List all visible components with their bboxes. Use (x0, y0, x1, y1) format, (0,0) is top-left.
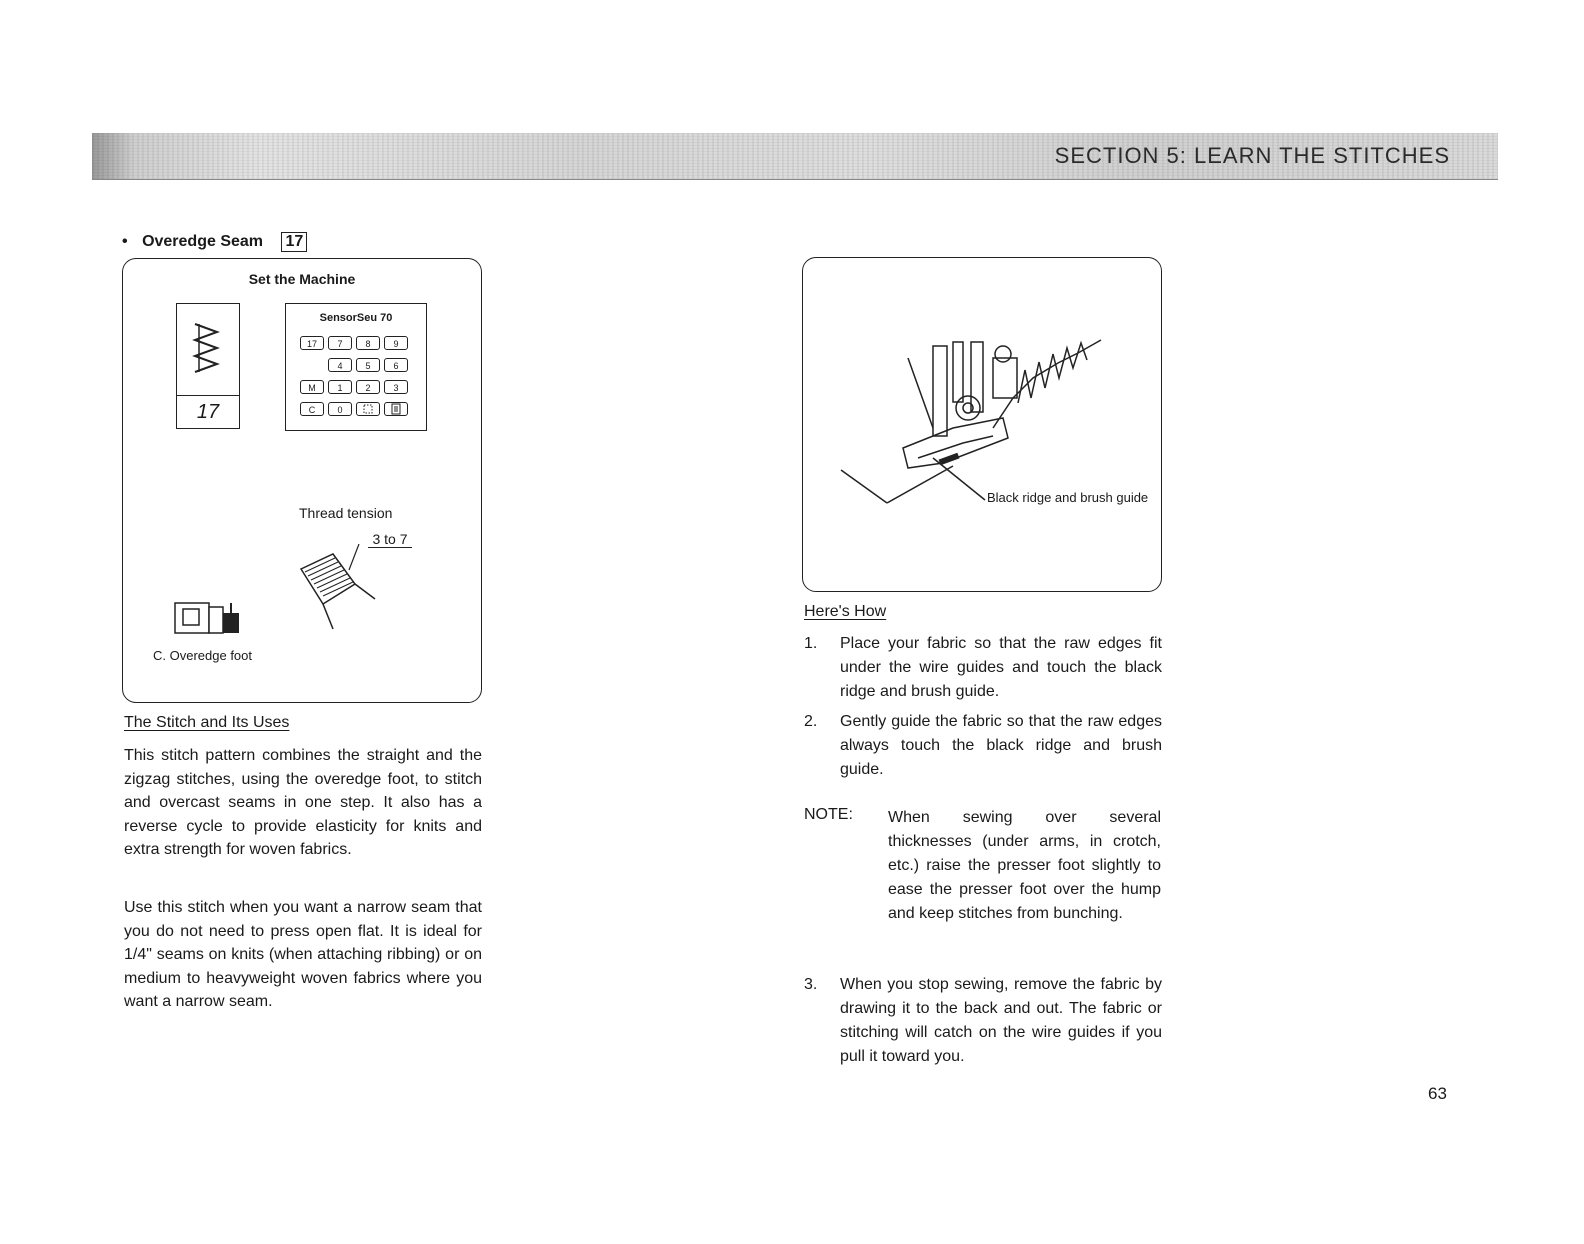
panel-title: Set the Machine (248, 271, 356, 287)
set-machine-panel (122, 258, 482, 703)
key-4: 4 (328, 358, 352, 372)
stitch-uses-paragraph-1: This stitch pattern combines the straight and the zigzag stitches, using the overedge foot, to stitch and overcast seams in one step. It also has a reverse cycle to provide elasticity for knits and extra strength for woven fabrics. (124, 747, 482, 858)
presser-foot-figure (802, 257, 1162, 592)
stitch-number-badge: 17 (281, 232, 307, 252)
step-text: Place your fabric so that the raw edges fit under the wire guides and touch the black ridge and brush guide. (840, 635, 1162, 700)
thread-tension-value: 3 to 7 (368, 531, 412, 548)
stitch-uses-paragraph-2: Use this stitch when you want a narrow seam that you do not need to press open flat. It is ideal for 1/4" seams on knits (when attaching ribbing) or on medium to heavyweight woven fabrics where you want a narrow seam. (124, 899, 482, 1010)
key-9: 9 (384, 336, 408, 350)
section-banner (92, 133, 1498, 180)
key-3: 3 (384, 380, 408, 394)
bullet-icon: • (122, 233, 128, 250)
presser-foot-illustration-icon (803, 258, 1160, 590)
key-1: 1 (328, 380, 352, 394)
key-8: 8 (356, 336, 380, 350)
stitch-pattern-card (176, 303, 240, 429)
key-7: 7 (328, 336, 352, 350)
stitch-heading (122, 232, 307, 252)
page-number: 63 (1428, 1084, 1447, 1103)
step-text: Gently guide the fabric so that the raw edges always touch the black ridge and brush guide. (840, 713, 1162, 778)
step-number: 2. (804, 713, 818, 730)
key-memory-icon (384, 402, 408, 416)
key-m: M (300, 380, 324, 394)
stitch-uses-heading: The Stitch and Its Uses (124, 714, 290, 731)
note-label: NOTE: (804, 806, 853, 823)
keypad-title: SensorSeu 70 (319, 312, 393, 324)
key-reverse-icon (356, 402, 380, 416)
step-text: When you stop sewing, remove the fabric by drawing it to the back and out. The fabric or stitching will catch on the wire guides if you pull it toward you. (840, 976, 1162, 1065)
section-title: SECTION 5: LEARN THE STITCHES (1054, 143, 1450, 168)
stitch-title: Overedge Seam (142, 233, 264, 250)
step-number: 1. (804, 635, 818, 652)
tension-dial-icon (293, 544, 383, 634)
figure-caption: Black ridge and brush guide (987, 490, 1149, 505)
zigzag-stitch-icon (177, 304, 238, 394)
thread-tension-label: Thread tension (299, 505, 393, 521)
key-c: C (300, 402, 324, 416)
key-2: 2 (356, 380, 380, 394)
note-text: When sewing over several thicknesses (under arms, in crotch, etc.) raise the presser foot slightly to ease the presser foot over the hump and keep stitches from bunching. (888, 809, 1161, 922)
key-5: 5 (356, 358, 380, 372)
heres-how-heading: Here's How (804, 603, 887, 620)
overedge-foot-icon (173, 599, 245, 637)
key-6: 6 (384, 358, 408, 372)
stitch-pattern-number: 17 (177, 395, 239, 428)
step-number: 3. (804, 976, 818, 993)
key-17: 17 (300, 336, 324, 350)
overedge-foot-label: C. Overedge foot (153, 648, 252, 663)
keypad-panel (285, 303, 427, 431)
key-0: 0 (328, 402, 352, 416)
